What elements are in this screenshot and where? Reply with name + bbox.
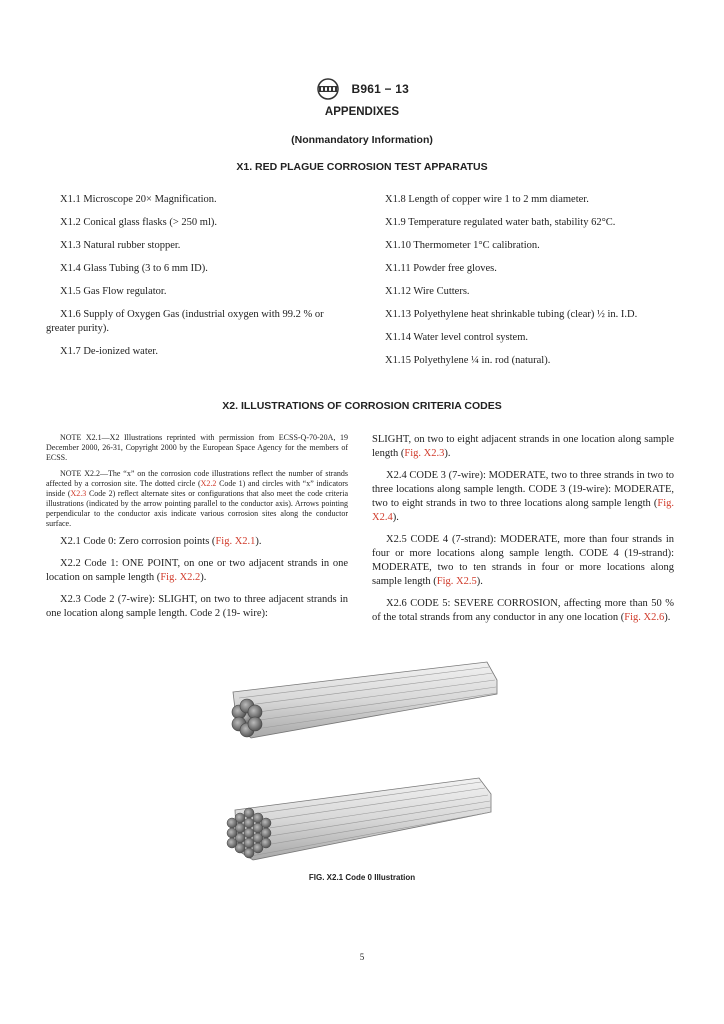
paragraph-x2-3: X2.3 Code 2 (7-wire): SLIGHT, on two to three adjacent strands in one location along sample length. Code 2 (19- wire):	[46, 594, 348, 619]
list-item: X1.12 Wire Cutters.	[385, 286, 470, 297]
list-item: X1.9 Temperature regulated water bath, stability 62°C.	[385, 217, 616, 228]
list-item: X1.1 Microscope 20× Magnification.	[60, 194, 217, 205]
figure-x2-1-illustration	[225, 660, 505, 865]
x1-heading: X1. RED PLAGUE CORROSION TEST APPARATUS	[236, 161, 488, 173]
x2-heading: X2. ILLUSTRATIONS OF CORROSION CRITERIA CODES	[222, 400, 502, 412]
list-item: X1.15 Polyethylene ¼ in. rod (natural).	[385, 355, 551, 366]
paragraph-text: ).	[476, 576, 483, 587]
section-link[interactable]: X2.2	[200, 479, 217, 488]
list-item: X1.10 Thermometer 1°C calibration.	[385, 240, 540, 251]
list-item: X1.11 Powder free gloves.	[385, 263, 497, 274]
paragraph-text: SLIGHT, on two to eight adjacent strands in one location along sample length (	[372, 434, 674, 459]
paragraph-text: ).	[444, 448, 451, 459]
paragraph-x2-5	[372, 533, 674, 589]
appendixes-title: APPENDIXES	[324, 106, 400, 118]
figure-link[interactable]: Fig. X2.2	[160, 572, 201, 583]
paragraph-text: X2.5 CODE 4 (7-strand): MODERATE, more than four strands in four or more locations along sample length. CODE 4 (19-strand): MODERATE, two to ten strands in four or more locations along sample length (	[372, 534, 674, 587]
paragraph-x2-3-continued	[372, 433, 674, 461]
paragraph-x2-4	[372, 469, 674, 525]
page-number: 5	[359, 952, 365, 962]
figure-caption: FIG. X2.1 Code 0 Illustration	[308, 873, 416, 882]
note-text: Code 1) and circles with “x” indicators inside (	[46, 479, 348, 498]
figure-link[interactable]: Fig. X2.3	[404, 448, 445, 459]
figure-link[interactable]: Fig. X2.5	[436, 576, 477, 587]
standard-designation: B961 − 13	[351, 82, 409, 96]
paragraph-text: ).	[255, 536, 262, 547]
x1-left-column	[46, 193, 346, 368]
x2-right-column	[372, 433, 674, 633]
paragraph-x2-1	[46, 535, 348, 549]
figure-link[interactable]: Fig. X2.4	[372, 498, 674, 523]
list-item: X1.7 De-ionized water.	[60, 346, 158, 357]
x1-right-column	[371, 193, 671, 377]
figure-link[interactable]: Fig. X2.6	[624, 612, 665, 623]
paragraph-text: X2.2 Code 1: ONE POINT, on one or two adjacent strands in one location on sample length (	[46, 558, 348, 583]
paragraph-text: X2.1 Code 0: Zero corrosion points (	[60, 536, 216, 547]
list-item: X1.13 Polyethylene heat shrinkable tubing (clear) ½ in. I.D.	[385, 309, 638, 320]
paragraph-text: X2.6 CODE 5: SEVERE CORROSION, affecting more than 50 % of the total strands from any conductor in any one location (	[372, 598, 674, 623]
astm-logo-icon	[315, 78, 341, 100]
list-item: X1.8 Length of copper wire 1 to 2 mm diameter.	[385, 194, 589, 205]
paragraph-text: X2.4 CODE 3 (7-wire): MODERATE, two to three strands in two to three locations along sample length. CODE 3 (19-wire): MODERATE, two to eight strands in two to three locations along sample length (	[372, 470, 674, 509]
list-item: X1.3 Natural rubber stopper.	[60, 240, 181, 251]
nineteen-wire-cable-illustration	[227, 778, 491, 860]
paragraph-text: ).	[392, 512, 399, 523]
document-header	[0, 78, 724, 100]
section-link[interactable]: X2.3	[70, 489, 87, 498]
paragraph-text: ).	[664, 612, 671, 623]
list-item: X1.2 Conical glass flasks (> 250 ml).	[60, 217, 217, 228]
list-item: X1.6 Supply of Oxygen Gas (industrial oxygen with 99.2 % or greater purity).	[46, 309, 324, 334]
note-x2-1: NOTE X2.1—X2 Illustrations reprinted with permission from ECSS-Q-70-20A, 19 December 2000, 26-31, Copyright 2000 by the European Space Agency for the members of ECSS.	[46, 433, 348, 462]
note-x2-2	[46, 469, 348, 529]
note-text: NOTE X2.2—The “x” on the corrosion code illustrations reflect the number of strands affected by a corrosion site. The dotted circle (	[46, 469, 348, 488]
nonmandatory-label: (Nonmandatory Information)	[291, 134, 433, 146]
seven-wire-cable-illustration	[232, 662, 497, 738]
list-item: X1.14 Water level control system.	[385, 332, 529, 343]
figure-link[interactable]: Fig. X2.1	[215, 536, 256, 547]
list-item: X1.5 Gas Flow regulator.	[60, 286, 167, 297]
note-text: Code 2) reflect alternate sites or configurations that also meet the code criteria illustrations (indicated by the arrow pointing parallel to the conductor axis). Arrows pointing perpendicular to the conductor axis indicate various corrosion sites along the conductor surface.	[46, 489, 348, 528]
paragraph-x2-2	[46, 557, 348, 585]
list-item: X1.4 Glass Tubing (3 to 6 mm ID).	[60, 263, 208, 274]
paragraph-text: ).	[200, 572, 207, 583]
paragraph-x2-6	[372, 597, 674, 625]
x2-left-column	[46, 433, 348, 629]
